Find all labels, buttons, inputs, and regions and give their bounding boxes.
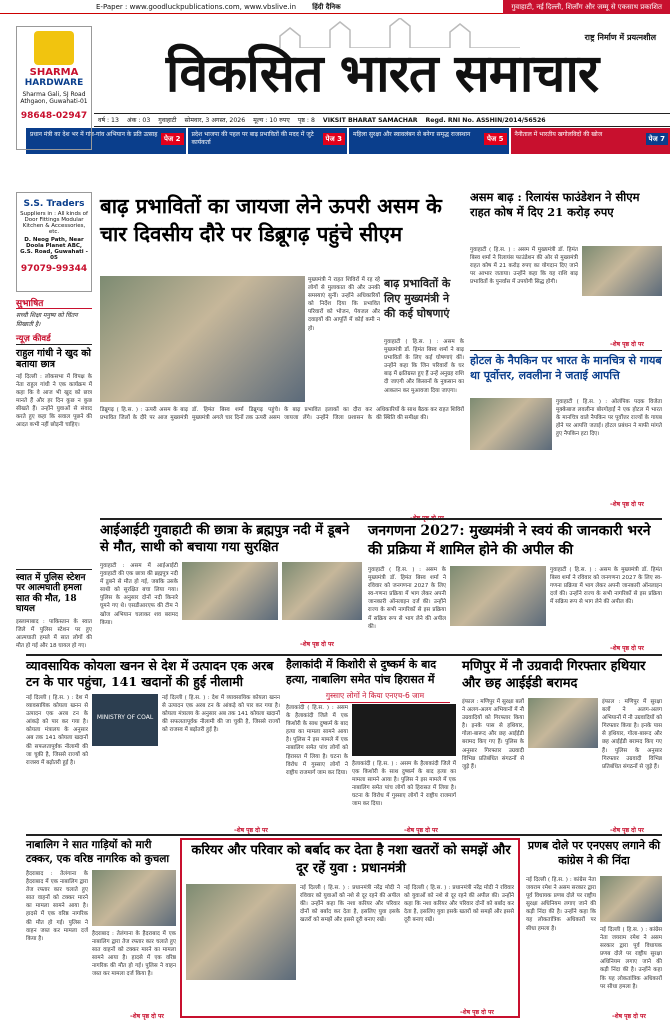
lovlina-continued[interactable]: -शेष पृष्ठ दो पर [610,501,644,508]
registration-number: Regd. RNI No. ASSHIN/2014/56526 [425,117,546,124]
pm-body: नई दिल्ली ( हि.स. ) : प्रधानमंत्री नरेंद्र मोदी ने रविवार को युवाओं को नशे से दूर रहने की अपील की। उन्होंने कहा कि नशा करियर और परिवार दोनों को बर्बाद कर देता है, इसलिए युवा इसके खतरों को समझें और इससे दूरी बनाए रखें। [300,885,400,924]
lovlina-headline[interactable]: होटल के नैपकिन पर भारत के मानचित्र से गायब था पूर्वोत्तर, लवलीना ने जताई आपत्ति [470,354,662,382]
teaser-3[interactable]: महिला सुरक्षा और स्वावलंबन से बनेगा समृद्ध राजस्थान पेज 5 [349,128,509,154]
iit-photo-2-image [282,562,362,620]
paper-name-en: VIKSIT BHARAT SAMACHAR [322,117,418,124]
lead-body-col1: मुख्यमंत्री ने राहत शिविरों में रह रहे लोगों से मुलाकात की और उनकी समस्याएं सुनीं। उन्होंने अधिकारियों को निर्देश दिया कि प्रभावित परिवारों को भोजन, पेयजल और दवाइयों की आपूर्ति में कोई कमी न हो। [308,277,380,332]
teaser-4[interactable]: नैनीताल में भारतीय खगोलविदों की खोज पेज 7 [511,128,670,154]
hailakandi-body-2: हैलाकांदी ( हि.स. ) : असम के हैलाकांदी जिले में एक किशोरी के साथ दुष्कर्म के बाद हत्या का मामला सामने आया है। पुलिस ने इस मामले में एक नाबालिग समेत पांच लोगों को हिरासत में लिया है। घटना के विरोध में गुस्साए लोगों ने राष्ट्रीय राजमार्ग जाम कर दिया। [352,761,456,808]
news-title: न्यूज़ कीवर्ड [16,335,92,344]
epaper-link[interactable]: E-Paper : www.goodluckpublications.com, www.vbslive.in [96,3,297,11]
quote-text: सच्ची शिक्षा मनुष्य को चिंतन सिखाती है। [16,312,78,328]
quote-logo: सुभाषित [16,300,92,309]
census-headline[interactable]: जनगणना 2027: मुख्यमंत्री ने स्वयं की जानकारी भरने की प्रक्रिया में शामिल होने की अपील की [368,523,651,558]
ad-phone: 97079-99344 [20,264,88,274]
date: सोमवार, 3 अगस्त, 2026 [184,117,246,124]
dole-continued[interactable]: -शेष पृष्ठ दो पर [612,1013,646,1020]
manipur-body: इंफाल : मणिपुर में सुरक्षा बलों ने अलग-अलग अभियानों में नौ उग्रवादियों को गिरफ्तार किया है। इनके पास से हथियार, गोला-बारूद और छह आईईडी बरामद किए गए हैं। पुलिस के अनुसार गिरफ्तार उग्रवादी विभिन्न प्रतिबंधित संगठनों से जुड़े हैं। [462,699,524,770]
dole-photo-image [600,876,662,922]
teaser-1[interactable]: प्रधान मंत्री का देश भर में गांव-गांव अभियान के प्रति उत्साह पेज 2 [26,128,186,154]
manipur-headline[interactable]: मणिपुर में नौ उग्रवादी गिरफ्तार हथियार और छह आईईडी बरामद [462,659,646,691]
pm-photo-image [186,884,296,980]
reliance-headline[interactable]: असम बाढ़ : रिलायंस फाउंडेशन ने सीएम राहत कोष में दिए 21 करोड़ रुपए [470,190,662,220]
teaser-strip [26,128,670,154]
manipur-body-2: इंफाल : मणिपुर में सुरक्षा बलों ने अलग-अलग अभियानों में नौ उग्रवादियों को गिरफ्तार किया है। इनके पास से हथियार, गोला-बारूद और छह आईईडी बरामद किए गए हैं। पुलिस के अनुसार गिरफ्तार उग्रवादी विभिन्न प्रतिबंधित संगठनों से जुड़े हैं। [602,699,662,770]
lovlina-body: गुवाहाटी ( हि.स. ) : ओलंपिक पदक विजेता मुक्केबाज लवलीना बोरगोहाईं ने एक होटल में भारत के मानचित्र वाले नैपकिन पर पूर्वोत्तर राज्यों के गायब होने पर आपत्ति जताई। होटल प्रबंधन ने माफी मांगते हुए नैपकिन हटा दिए। [556,399,662,438]
manipur-photo-image [528,698,598,748]
coal-body: नई दिल्ली ( हि.स. ) : देश में व्यावसायिक कोयला खनन से उत्पादन एक अरब टन के आंकड़े को पार कर गया है। कोयला मंत्रालय के अनुसार अब तक 141 कोयला खदानों की सफलतापूर्वक नीलामी की जा चुकी है, जिससे राज्यों को राजस्व में बढ़ोतरी हुई है। [26,695,88,766]
hyderabad-body: हैदराबाद : तेलंगाना के हैदराबाद में एक नाबालिग द्वारा तेज रफ्तार कार चलाते हुए सात वाहनों को टक्कर मारने का मामला सामने आया है। हादसे में एक वरिष्ठ नागरिक की मौत हो गई। पुलिस ने वाहन जब्त कर मामला दर्ज किया है। [26,871,88,942]
coal-ministry-image: MINISTRY OF COAL [92,694,158,746]
dole-body: नई दिल्ली ( हि.स. ) : कांग्रेस नेता जयराम रमेश ने असम सरकार द्वारा पूर्व विधायक प्रणब दोले पर राष्ट्रीय सुरक्षा अधिनियम लगाए जाने की कड़ी निंदा की है। उन्होंने कहा कि यह लोकतांत्रिक अधिकारों पर सीधा हमला है। [526,877,596,932]
page-ref: पेज 7 [646,133,668,145]
ad-sharma-hardware[interactable]: SHARMA HARDWARE Sharma Gali, SJ Road Athgaon, Guwahati-01 98648-02947 [16,26,92,150]
coal-headline[interactable]: व्यावसायिक कोयला खनन से देश में उत्पादन एक अरब टन के पार पहुंचा, 141 खदानों की हुई नीलामी [26,658,274,689]
reliance-continued[interactable]: -शेष पृष्ठ दो पर [610,341,644,348]
paper-type: हिंदी दैनिक [312,3,341,11]
pm-body-2: नई दिल्ली ( हि.स. ) : प्रधानमंत्री नरेंद्र मोदी ने रविवार को युवाओं को नशे से दूर रहने की अपील की। उन्होंने कहा कि नशा करियर और परिवार दोनों को बर्बाद कर देता है, इसलिए युवा इसके खतरों को समझें और इससे दूरी बनाए रखें। [404,885,514,924]
lead-subhead[interactable]: बाढ़ प्रभावितों के लिए मुख्यमंत्री ने की कई घोषणाएं [384,277,451,320]
hailakandi-continued[interactable]: -शेष पृष्ठ दो पर [404,827,438,834]
lead-headline[interactable]: बाढ़ प्रभावितों का जायजा लेने ऊपरी असम के चार दिवसीय दौरे पर डिब्रूगढ़ पहुंचे सीएम [100,194,442,246]
city: गुवाहाटी [158,117,177,124]
ad-ss-traders[interactable]: S.S. Traders Suppliers in : All kinds of Door Fittings Modular Kitchen & Accessories, etc. D. Neog Path, Near Doola Planet ABC, G.S. Road, Guwahati - 05 97079-99344 [16,192,92,292]
page-ref: पेज 2 [161,133,183,145]
census-continued[interactable]: -शेष पृष्ठ दो पर [610,645,644,652]
page-count: पृष्ठ : 8 [297,117,315,124]
manipur-continued[interactable]: -शेष पृष्ठ दो पर [610,827,644,834]
dole-body-2: नई दिल्ली ( हि.स. ) : कांग्रेस नेता जयराम रमेश ने असम सरकार द्वारा पूर्व विधायक प्रणब दोले पर राष्ट्रीय सुरक्षा अधिनियम लगाए जाने की कड़ी निंदा की है। उन्होंने कहा कि यह लोकतांत्रिक अधिकारों पर सीधा हमला है। [600,927,662,990]
iit-continued[interactable]: -शेष पृष्ठ दो पर [300,641,334,648]
top-bar [0,0,670,14]
coal-continued[interactable]: -शेष पृष्ठ दो पर [234,827,268,834]
lead-body: डिब्रूगढ़ ( हि.स. ) : ऊपरी असम के बाढ़ प्रभावित जिलों के दौरे पर आज मुख्यमंत्री डॉ. हिमंत बिस्व शर्मा डिब्रूगढ़ पहुंचे। मुख्यमंत्री अगले चार दिनों तक ऊपरी असम के बाढ़ प्रभावित इलाकों का दौरा कर जायजा लेंगे। उन्होंने जिला प्रशासन के अधिकारियों के साथ बैठक कर राहत शिविरों की स्थिति की समीक्षा की। [100,407,464,422]
teaser-2[interactable]: प्रदेश भाजपा की पहल पर बाढ़ प्रभावितों की मदद में जुटे कार्यकर्ता पेज 3 [188,128,348,154]
lovlina-photo-image [470,398,552,450]
hailakandi-body: हैलाकांदी ( हि.स. ) : असम के हैलाकांदी जिले में एक किशोरी के साथ दुष्कर्म के बाद हत्या का मामला सामने आया है। पुलिस ने इस मामले में एक नाबालिग समेत पांच लोगों को हिरासत में लिया है। घटना के विरोध में गुस्साए लोगों ने राष्ट्रीय राजमार्ग जाम कर दिया। [286,705,348,776]
protest-hand-image [352,704,456,756]
hyderabad-body-2: हैदराबाद : तेलंगाना के हैदराबाद में एक नाबालिग द्वारा तेज रफ्तार कार चलाते हुए सात वाहनों को टक्कर मारने का मामला सामने आया है। हादसे में एक वरिष्ठ नागरिक की मौत हो गई। पुलिस ने वाहन जब्त कर मामला दर्ज किया है। [92,931,176,978]
issue-number: अंक : 03 [126,117,151,124]
ad-phone: 98648-02947 [20,111,88,121]
page-ref: पेज 3 [323,133,345,145]
hardware-logo-icon [34,31,74,65]
coal-body-2: नई दिल्ली ( हि.स. ) : देश में व्यावसायिक कोयला खनन से उत्पादन एक अरब टन के आंकड़े को पार कर गया है। कोयला मंत्रालय के अनुसार अब तक 141 कोयला खदानों की सफलतापूर्वक नीलामी की जा चुकी है, जिससे राज्यों को राजस्व में बढ़ोतरी हुई है। [162,695,280,734]
census-body-2: गुवाहाटी ( हि.स. ) : असम के मुख्यमंत्री डॉ. हिमंत बिस्व शर्मा ने रविवार को जनगणना 2027 के लिए स्व-गणना प्रक्रिया में भाग लेकर अपनी जानकारी ऑनलाइन दर्ज की। उन्होंने राज्य के सभी नागरिकों से इस प्रक्रिया में सक्रिय रूप से भाग लेने की अपील की। [550,567,662,606]
masthead-title: विकसित भारत समाचार [165,43,599,104]
hyderabad-continued[interactable]: -शेष पृष्ठ दो पर [130,1013,164,1020]
story-body: नई दिल्ली : लोकसभा में विपक्ष के नेता राहुल गांधी ने एक कार्यक्रम में कहा कि वे आज भी खुद को छात्र मानते हैं और हर दिन कुछ न कुछ सीखते हैं। उन्होंने युवाओं से संवाद करते हुए कहा कि सवाल पूछने की आदत कभी नहीं छोड़नी चाहिए। [16,373,92,429]
iit-headline[interactable]: आईआईटी गुवाहाटी की छात्रा के ब्रह्मपुत्र नदी में डूबने से मौत, साथी को बचाया गया सुरक्षित [100,523,350,555]
price: मूल्य : 10 रुपए [253,117,290,124]
story-body: इस्लामाबाद : पाकिस्तान के स्वात जिले में पुलिस स्टेशन पर हुए आत्मघाती हमले में सात लोगों की मौत हो गई और 18 घायल हो गए। [16,618,92,649]
pm-continued[interactable]: -शेष पृष्ठ दो पर [460,1009,494,1016]
census-body: गुवाहाटी ( हि.स. ) : असम के मुख्यमंत्री डॉ. हिमंत बिस्व शर्मा ने रविवार को जनगणना 2027 के लिए स्व-गणना प्रक्रिया में भाग लेकर अपनी जानकारी ऑनलाइन दर्ज की। उन्होंने राज्य के सभी नागरिकों से इस प्रक्रिया में सक्रिय रूप से भाग लेने की अपील की। [368,567,446,630]
reliance-photo-image [582,246,662,296]
lead-body-col2: गुवाहाटी ( हि.स. ) : असम के मुख्यमंत्री डॉ. हिमंत बिस्व शर्मा ने बाढ़ प्रभावितों के लिए कई घोषणाएं कीं। उन्होंने कहा कि जिन परिवारों के घर बाढ़ में क्षतिग्रस्त हुए हैं उन्हें अनुग्रह राशि दी जाएगी और किसानों के नुकसान का आकलन कर मुआवजा दिया जाएगा। [384,339,464,394]
pm-headline[interactable]: करियर और परिवार को बर्बाद कर देता है नशा खतरों को समझें और दूर रहें युवा : प्रधानमंत्री [191,843,511,876]
year: वर्ष : 13 [98,117,119,124]
lead-photo-image [100,276,305,402]
hyderabad-photo-image [92,870,176,926]
page-ref: पेज 5 [484,133,506,145]
census-photo-image [450,566,546,626]
dole-headline[interactable]: प्रणब दोले पर एनएसए लगाने की कांग्रेस ने की निंदा [527,839,661,867]
hyderabad-headline[interactable]: नाबालिग ने सात गाड़ियों को मारी टक्कर, एक वरिष्ठ नागरिक को कुचला [26,839,170,865]
hailakandi-subhead: गुस्साए लोगों ने किया एनएच-6 जाम [300,690,450,703]
reliance-body: गुवाहाटी ( हि.स. ) : असम में मुख्यमंत्री डॉ. हिमंत बिस्व शर्मा ने रिलायंस फाउंडेशन की ओर से मुख्यमंत्री राहत कोष में 21 करोड़ रुपए का योगदान दिए जाने पर आभार जताया। उन्होंने कहा कि यह राशि बाढ़ प्रभावितों के पुनर्वास में उपयोगी सिद्ध होगी। [470,247,578,286]
issue-info-bar [94,113,670,127]
edition-note: गुवाहाटी, नई दिल्ली, शिलाँग और जम्मू से एकसाथ प्रकाशित [503,0,670,14]
tagline: राष्ट्र निर्माण में प्रयत्नशील [584,33,656,42]
iit-body: गुवाहाटी : असम में आईआईटी गुवाहाटी की एक छात्रा की ब्रह्मपुत्र नदी में डूबने से मौत हो गई, जबकि उसके साथी को सुरक्षित बचा लिया गया। पुलिस के अनुसार दोनों नदी किनारे घूमने गए थे। एसडीआरएफ की टीम ने खोज अभियान चलाकर शव बरामद किया। [100,563,178,626]
iit-photo-1-image [182,562,278,620]
story-headline[interactable]: राहुल गांधी ने खुद को बताया छात्र [16,347,92,370]
hailakandi-headline[interactable]: हैलाकांदी में किशोरी से दुष्कर्म के बाद हत्या, नाबालिग समेत पांच हिरासत में [286,658,437,686]
story-headline[interactable]: स्वात में पुलिस स्टेशन पर आत्मघाती हमला सात की मौत, 18 घायल [16,569,92,615]
